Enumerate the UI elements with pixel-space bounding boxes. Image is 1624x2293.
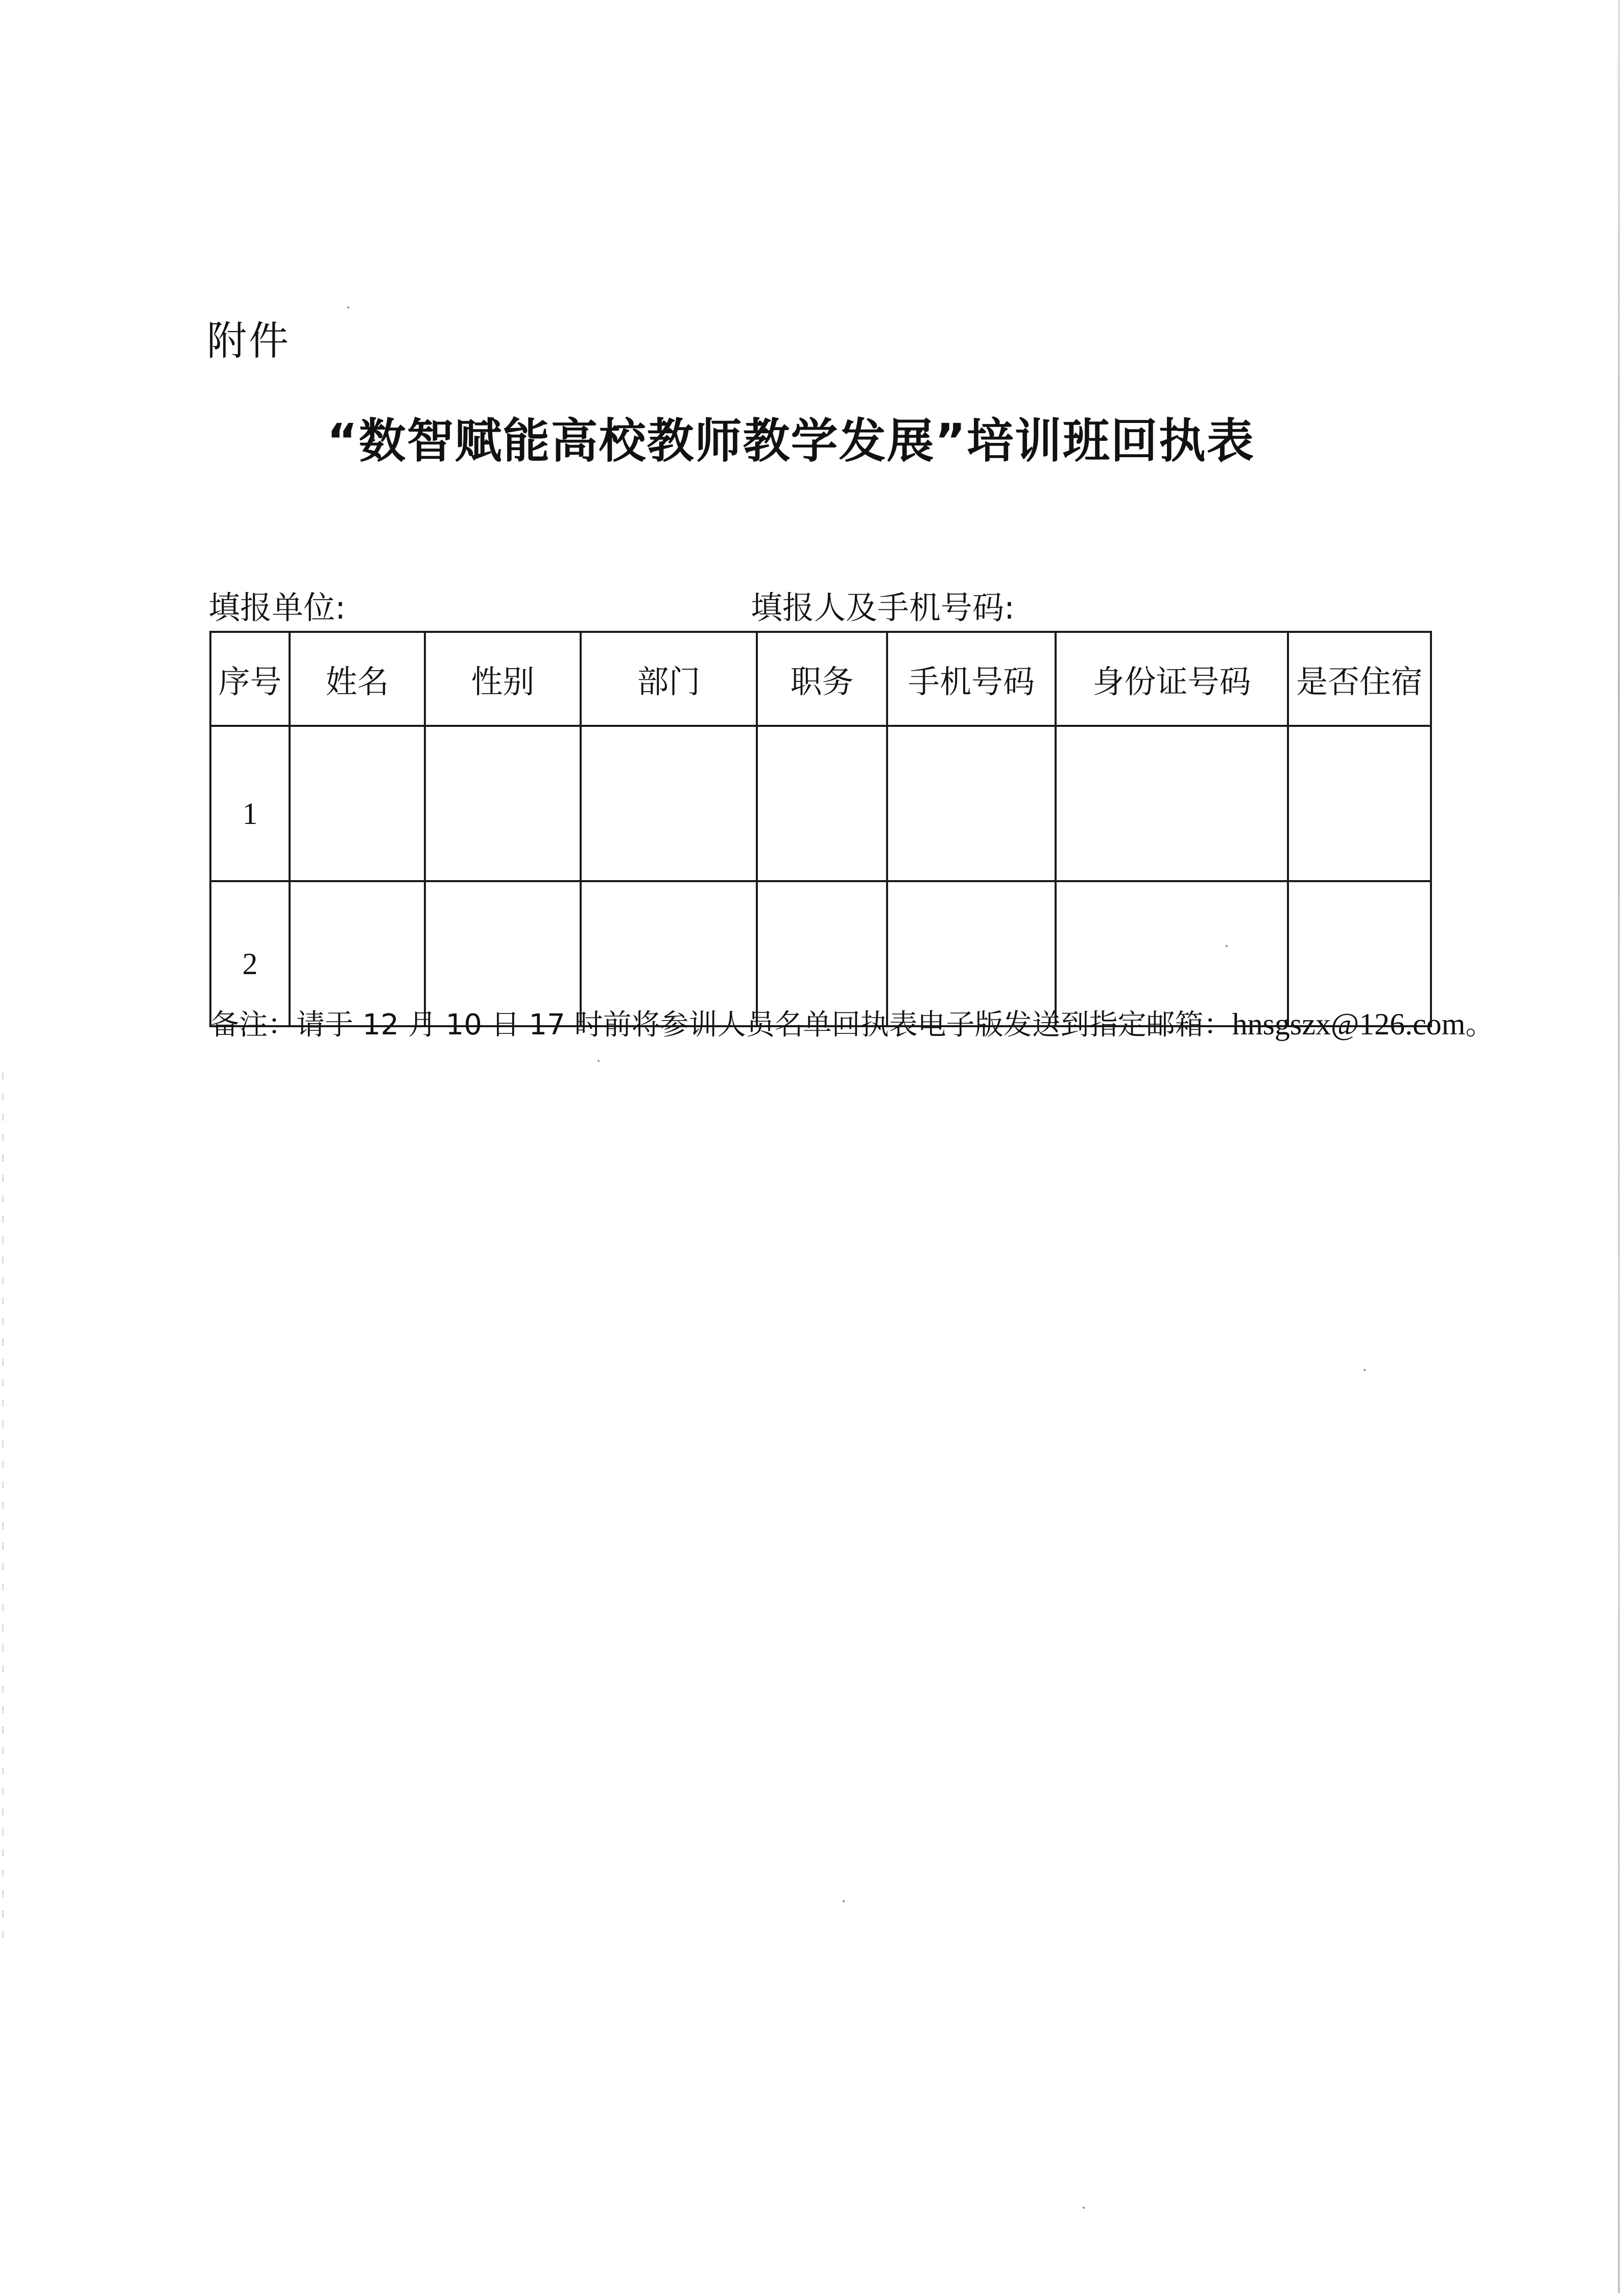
row-number-cell: 2 bbox=[210, 881, 290, 1026]
department-cell[interactable] bbox=[581, 726, 757, 881]
accommodation-cell[interactable] bbox=[1288, 726, 1431, 881]
phone-cell[interactable] bbox=[887, 726, 1056, 881]
gender-cell[interactable] bbox=[425, 726, 581, 881]
fill-person-label: 填报人及手机号码: bbox=[751, 589, 1015, 626]
header-cell: 序号 bbox=[210, 632, 290, 726]
footnote-end: 。 bbox=[1465, 1008, 1494, 1042]
id-number-cell[interactable] bbox=[1056, 726, 1288, 881]
header-cell: 部门 bbox=[581, 632, 757, 726]
attachment-label: 附件 bbox=[207, 318, 291, 364]
scan-speck bbox=[843, 1900, 845, 1902]
position-cell[interactable] bbox=[757, 726, 887, 881]
registration-table bbox=[209, 631, 1432, 1027]
table-row bbox=[210, 726, 1431, 881]
contact-email[interactable]: hnsgszx@126.com bbox=[1232, 1007, 1466, 1041]
header-cell: 是否住宿 bbox=[1288, 632, 1431, 726]
scan-speck bbox=[1364, 1369, 1366, 1371]
footnote-text: 备注：请于 12 月 10 日 17 时前将参训人员名单回执表电子版发送到指定邮箱： bbox=[210, 1008, 1232, 1042]
table-header-row bbox=[210, 632, 1431, 726]
header-cell: 性别 bbox=[425, 632, 581, 726]
scan-edge-marks bbox=[2, 1073, 4, 1941]
scan-edge-shadow bbox=[1618, 0, 1620, 2293]
row-number-cell: 1 bbox=[210, 726, 290, 881]
scan-speck bbox=[1083, 2207, 1085, 2209]
header-cell: 身份证号码 bbox=[1056, 632, 1288, 726]
header-cell: 姓名 bbox=[290, 632, 425, 726]
footnote bbox=[210, 1002, 1494, 1043]
header-cell: 手机号码 bbox=[887, 632, 1056, 726]
name-cell[interactable] bbox=[290, 726, 425, 881]
document-title: “数智赋能高校教师教学发展”培训班回执表 bbox=[327, 414, 1255, 468]
scan-speck bbox=[347, 306, 349, 309]
header-cell: 职务 bbox=[757, 632, 887, 726]
fill-unit-label: 填报单位: bbox=[208, 589, 346, 626]
scan-speck bbox=[598, 1060, 600, 1062]
